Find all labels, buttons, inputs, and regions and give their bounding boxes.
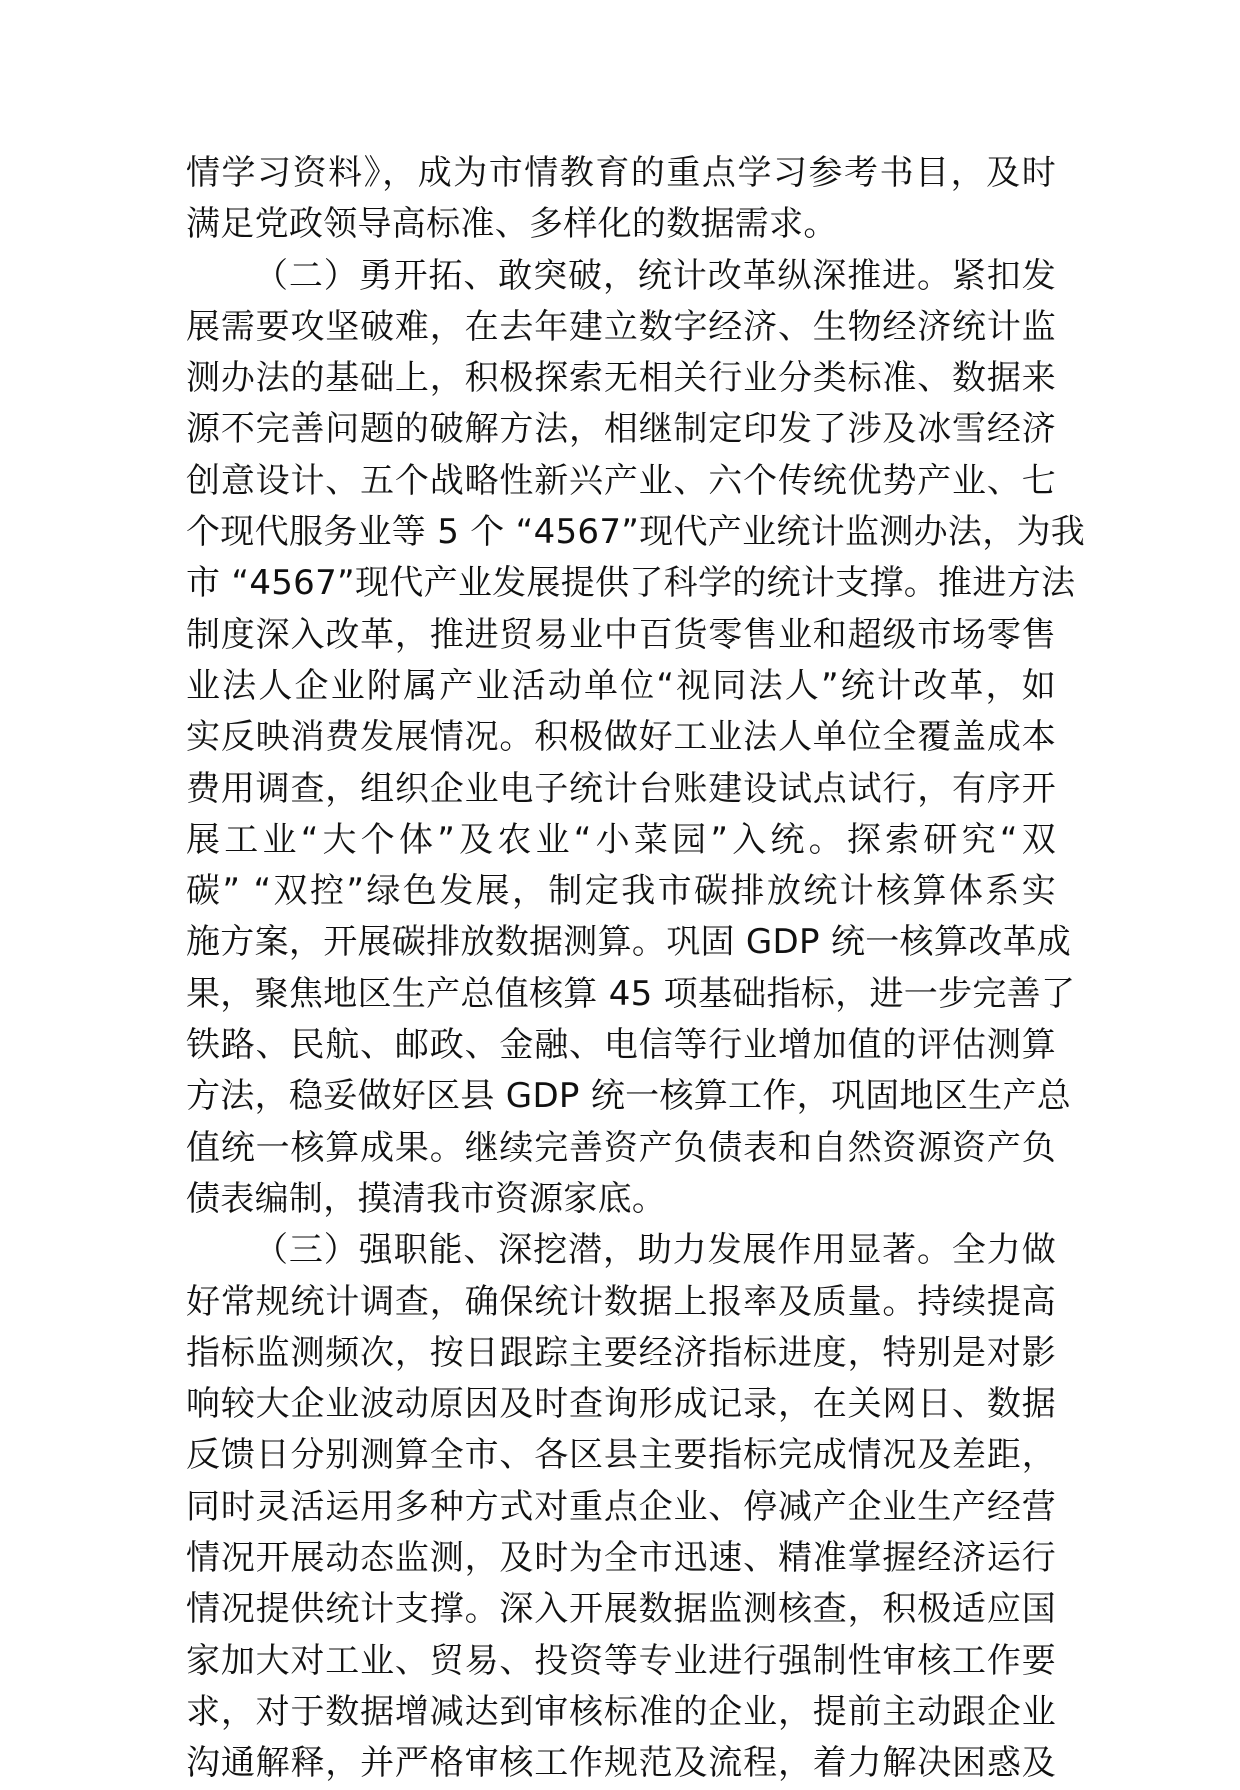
text-line: 展需要攻坚破难，在去年建立数字经济、生物经济统计监 [186,306,1056,347]
text-line: 展工业“大个体”及农业“小菜园”入统。探索研究“双 [186,819,1056,860]
section-heading-line: （三）强职能、深挖潜，助力发展作用显著。全力做 [254,1230,1056,1271]
text-line: 个现代服务业等 5 个 “4567”现代产业统计监测办法，为我 [186,512,1086,553]
text-line: 果，聚焦地区生产总值核算 45 项基础指标，进一步完善了 [186,973,1076,1014]
text-line: 求，对于数据增减达到审核标准的企业，提前主动跟企业 [186,1691,1056,1732]
text-line: 好常规统计调查，确保统计数据上报率及质量。持续提高 [186,1281,1056,1322]
text-line: 创意设计、五个战略性新兴产业、六个传统优势产业、七 [186,460,1056,501]
text-line: 沟通解释，并严格审核工作规范及流程，着力解决困惑及 [186,1743,1056,1784]
text-line: 制度深入改革，推进贸易业中百货零售业和超级市场零售 [186,614,1056,655]
text-line: 债表编制，摸清我市资源家底。 [186,1178,667,1219]
text-line: 反馈日分别测算全市、各区县主要指标完成情况及差距， [186,1435,1056,1476]
text-line: 方法，稳妥做好区县 GDP 统一核算工作，巩固地区生产总 [186,1076,1072,1117]
text-line: 情况开展动态监测，及时为全市迅速、精准掌握经济运行 [186,1538,1056,1579]
text-line: 值统一核算成果。继续完善资产负债表和自然资源资产负 [186,1127,1056,1168]
text-line: 费用调查，组织企业电子统计台账建设试点试行，有序开 [186,768,1056,809]
text-line: 碳” “双控”绿色发展，制定我市碳排放统计核算体系实 [186,871,1056,912]
text-line: 家加大对工业、贸易、投资等专业进行强制性审核工作要 [186,1640,1056,1681]
text-line: 业法人企业附属产业活动单位“视同法人”统计改革，如 [186,665,1056,706]
section-heading-line: （二）勇开拓、敢突破，统计改革纵深推进。紧扣发 [254,255,1056,296]
text-line: 响较大企业波动原因及时查询形成记录，在关网日、数据 [186,1384,1056,1425]
text-line: 同时灵活运用多种方式对重点企业、停减产企业生产经营 [186,1486,1056,1527]
text-line: 情学习资料》，成为市情教育的重点学习参考书目，及时 [186,153,1056,193]
text-line: 实反映消费发展情况。积极做好工业法人单位全覆盖成本 [186,717,1056,758]
text-line: 施方案，开展碳排放数据测算。巩固 GDP 统一核算改革成 [186,922,1072,963]
text-line: 市 “4567”现代产业发展提供了科学的统计支撑。推进方法 [186,563,1076,604]
body-text [186,148,1086,1790]
text-line: 测办法的基础上，积极探索无相关行业分类标准、数据来 [186,358,1056,399]
text-line: 情况提供统计支撑。深入开展数据监测核查，积极适应国 [186,1589,1056,1630]
text-line: 指标监测频次，按日跟踪主要经济指标进度，特别是对影 [186,1332,1056,1373]
text-line: 源不完善问题的破解方法，相继制定印发了涉及冰雪经济 [186,409,1056,450]
text-line: 满足党政领导高标准、多样化的数据需求。 [186,204,838,245]
text-line: 铁路、民航、邮政、金融、电信等行业增加值的评估测算 [186,1025,1056,1066]
